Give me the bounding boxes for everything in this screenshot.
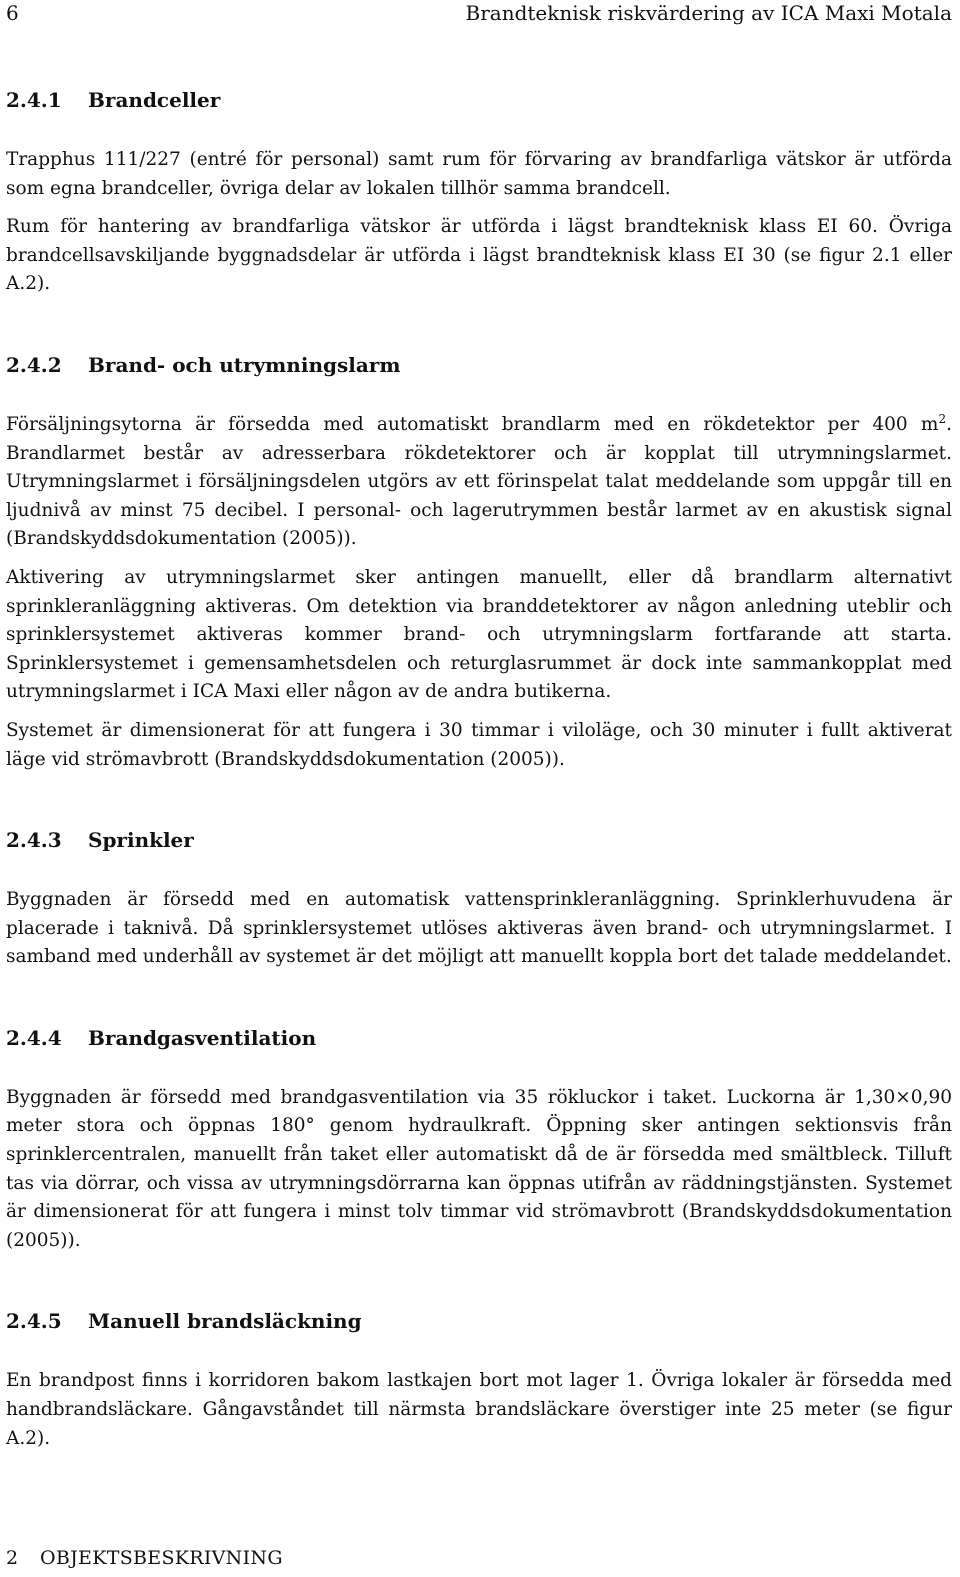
section-number: 2.4.4 bbox=[6, 1025, 62, 1050]
footer-chapter-title: OBJEKTSBESKRIVNING bbox=[40, 1547, 283, 1569]
paragraph-text: . Brandlarmet består av adresserbara rökdetektorer och är kopplat till utrymningslarmet. Utrymningslarmet i försäljningsdelen utgörs av ett förinspelat talat meddelande som uppgår till en ljudnivå av minst 75 decibel. I personal- och lagerutrymmen består larmet av en akustisk signal (Brandskyddsdokumentation (2005)). bbox=[6, 413, 952, 550]
paragraph bbox=[6, 411, 952, 554]
section-title: Manuell brandsläckning bbox=[88, 1309, 362, 1334]
superscript: 2 bbox=[938, 411, 947, 426]
footer-chapter-number: 2 bbox=[6, 1547, 19, 1569]
running-title: Brandteknisk riskvärdering av ICA Maxi Motala bbox=[465, 1, 952, 25]
paragraph-text: Försäljningsytorna är försedda med automatiskt brandlarm med en rökdetektor per 400 m bbox=[6, 413, 939, 435]
page-number: 6 bbox=[6, 1, 19, 25]
paragraph: Rum för hantering av brandfarliga vätskor är utförda i lägst brandteknisk klass EI 60. Övriga brandcellsavskiljande byggnadsdelar är utförda i lägst brandteknisk klass EI 30 (se figur 2.1 eller A.2). bbox=[6, 216, 952, 295]
section-number: 2.4.2 bbox=[6, 352, 62, 377]
section-title: Brandgasventilation bbox=[88, 1025, 317, 1050]
section-heading-2-4-5 bbox=[6, 1307, 952, 1335]
paragraph: En brandpost finns i korridoren bakom lastkajen bort mot lager 1. Övriga lokaler är försedda med handbrandsläckare. Gångavståndet till närmsta brandsläckare överstiger inte 25 meter (se figur A.2). bbox=[6, 1370, 952, 1449]
section-number: 2.4.5 bbox=[6, 1309, 62, 1334]
paragraph: Aktivering av utrymningslarmet sker antingen manuellt, eller då brandlarm alternativt sprinkleranläggning aktiveras. Om detektion via branddetektorer av någon anledning uteblir och sprinklersystemet aktiveras kommer brand- och utrymningslarm fortfarande att starta. Sprinklersystemet i gemensamhetsdelen och returglasrummet är dock inte sammankopplat med utrymningslarmet i ICA Maxi eller någon av de andra butikerna. bbox=[6, 566, 952, 703]
document-page bbox=[6, 0, 952, 1453]
section-heading-2-4-3 bbox=[6, 826, 952, 854]
section-heading-2-4-1 bbox=[6, 86, 952, 114]
section-title: Sprinkler bbox=[88, 828, 194, 853]
section-heading-2-4-4 bbox=[6, 1024, 952, 1052]
paragraph: Byggnaden är försedd med brandgasventilation via 35 rökluckor i taket. Luckorna är 1,30×0,90 meter stora och öppnas 180° genom hydraulkraft. Öppning sker antingen sektionsvis från sprinklercentralen, manuellt från taket eller automatiskt då de är försedda med smältbleck. Tilluft tas via dörrar, och vissa av utrymningsdörrarna kan öppnas utifrån av räddningstjänsten. Systemet är dimensionerat för att fungera i minst tolv timmar vid strömavbrott (Brandskyddsdokumentation (2005)). bbox=[6, 1086, 952, 1251]
section-number: 2.4.3 bbox=[6, 828, 62, 853]
section-title: Brand- och utrymningslarm bbox=[88, 352, 401, 377]
paragraph: Trapphus 111/227 (entré för personal) samt rum för förvaring av brandfarliga vätskor är utförda som egna brandceller, övriga delar av lokalen tillhör samma brandcell. bbox=[6, 149, 952, 199]
section-heading-2-4-2 bbox=[6, 351, 952, 379]
page-footer bbox=[6, 1545, 283, 1571]
paragraph: Byggnaden är försedd med en automatisk vattensprinkleranläggning. Sprinklerhuvudena är placerade i taknivå. Då sprinklersystemet utlöses aktiveras även brand- och utrymningslarmet. I samband med underhåll av systemet är det möjligt att manuellt koppla bort det talade meddelandet. bbox=[6, 889, 952, 968]
page-header bbox=[6, 0, 952, 26]
section-number: 2.4.1 bbox=[6, 88, 62, 112]
paragraph: Systemet är dimensionerat för att fungera i 30 timmar i viloläge, och 30 minuter i fullt aktiverat läge vid strömavbrott (Brandskyddsdokumentation (2005)). bbox=[6, 719, 952, 770]
section-title: Brandceller bbox=[88, 88, 221, 112]
